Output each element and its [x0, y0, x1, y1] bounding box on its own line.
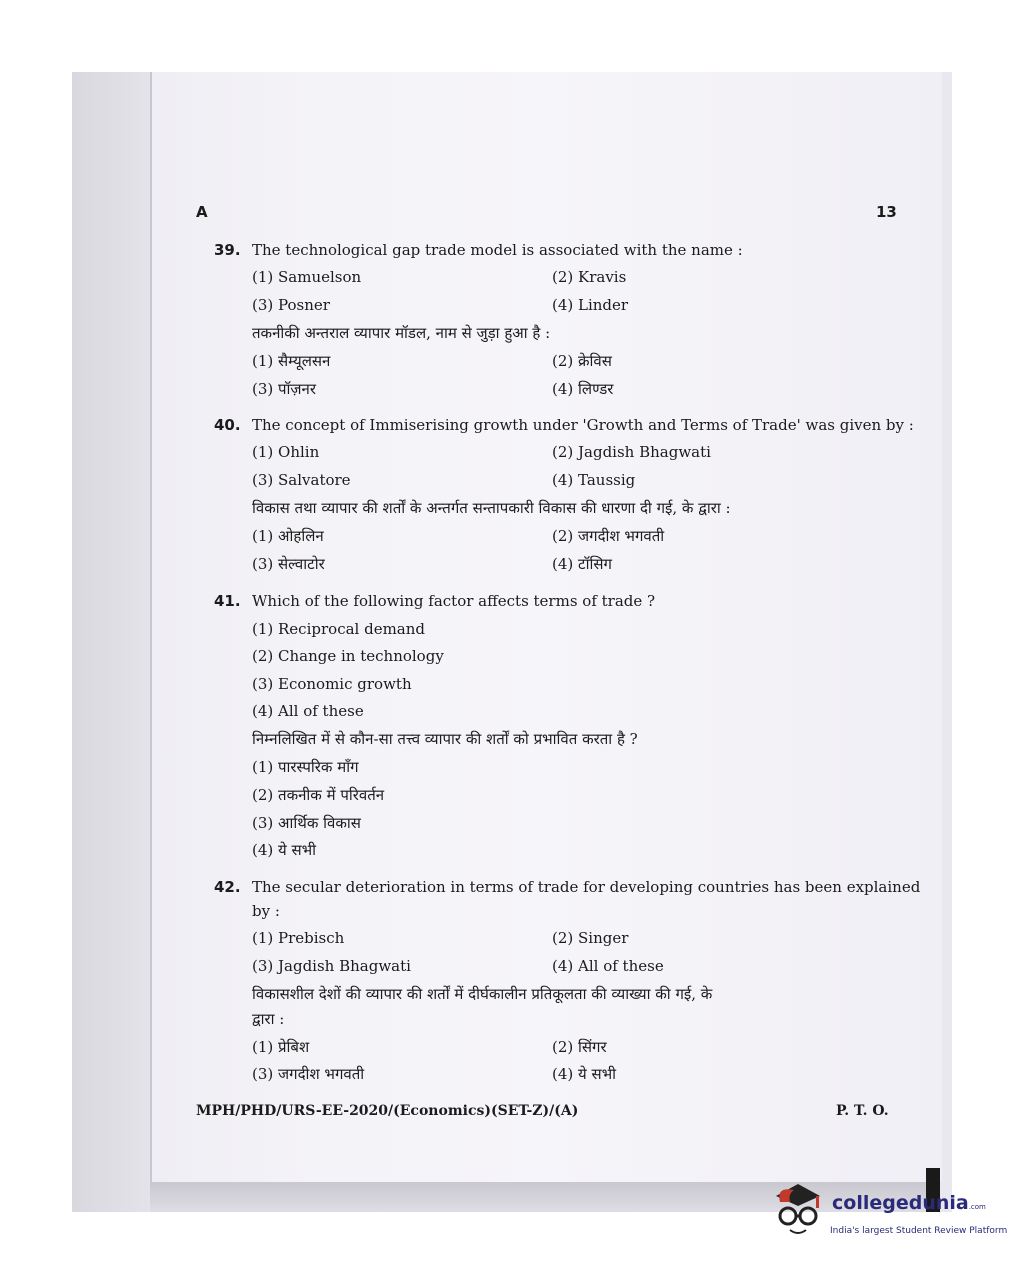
mascot-icon	[768, 1180, 828, 1242]
question-text-en: The concept of Immiserising growth under 'Growth and Terms of Trade' was given by :	[252, 416, 914, 434]
option-1-en: (1) Samuelson	[252, 268, 362, 286]
question-text-hi: विकास तथा व्यापार की शर्तों के अन्तर्गत सन्तापकारी विकास की धारणा दी गई, के द्वारा :	[252, 499, 731, 517]
option-4-en: (4) Taussig	[552, 471, 636, 489]
option-1-en: (1) Reciprocal demand	[252, 620, 426, 638]
option-4-en: (4) All of these	[252, 702, 364, 720]
question-number: 41.	[214, 592, 241, 610]
option-2-en: (2) Jagdish Bhagwati	[552, 443, 711, 461]
option-3-hi: (3) पॉज़नर	[252, 380, 317, 398]
option-3-en: (3) Economic growth	[252, 675, 412, 693]
question-text-hi-line2: द्वारा :	[252, 1010, 285, 1028]
option-4-hi: (4) ये सभी	[252, 841, 317, 859]
question-text-en-line1: The secular deterioration in terms of trade for developing countries has been explained	[252, 878, 921, 896]
watermark-brand-name: collegedunia	[832, 1192, 969, 1214]
option-1-hi: (1) सैम्यूलसन	[252, 352, 331, 370]
option-3-en: (3) Salvatore	[252, 471, 351, 489]
question-text-hi: तकनीकी अन्तराल व्यापार मॉडल, नाम से जुड़ा हुआ है :	[252, 324, 551, 342]
option-4-hi: (4) लिण्डर	[552, 380, 614, 398]
exam-code: MPH/PHD/URS-EE-2020/(Economics)(SET-Z)/(A)	[196, 1103, 579, 1119]
option-2-en: (2) Kravis	[552, 268, 627, 286]
watermark-tagline: India's largest Student Review Platform	[830, 1226, 1008, 1236]
option-4-hi: (4) टॉसिग	[552, 555, 612, 573]
option-1-en: (1) Ohlin	[252, 443, 320, 461]
pto-label: P. T. O.	[836, 1103, 889, 1119]
option-2-en: (2) Singer	[552, 929, 629, 947]
question-text-en-line2: by :	[252, 902, 280, 920]
option-3-hi: (3) आर्थिक विकास	[252, 814, 361, 832]
option-2-hi: (2) क्रेविस	[552, 352, 612, 370]
option-3-en: (3) Posner	[252, 296, 330, 314]
option-1-hi: (1) प्रेबिश	[252, 1038, 310, 1056]
page-number: 13	[876, 203, 897, 221]
question-text-hi: निम्नलिखित में से कौन-सा तत्त्व व्यापार की शर्तों को प्रभावित करता है ?	[252, 730, 638, 748]
option-2-hi: (2) सिंगर	[552, 1038, 607, 1056]
watermark-brand	[832, 1192, 986, 1214]
option-4-en: (4) Linder	[552, 296, 629, 314]
watermark-suffix: .com	[968, 1203, 986, 1211]
option-4-en: (4) All of these	[552, 957, 664, 975]
question-text-hi-line1: विकासशील देशों की व्यापार की शर्तों में दीर्घकालीन प्रतिकूलता की व्याख्या की गई, के	[252, 985, 713, 1003]
question-text-en: Which of the following factor affects terms of trade ?	[252, 592, 656, 610]
option-1-en: (1) Prebisch	[252, 929, 345, 947]
question-text-en: The technological gap trade model is associated with the name :	[252, 241, 743, 259]
set-label: A	[196, 203, 208, 221]
option-2-hi: (2) जगदीश भगवती	[552, 527, 665, 545]
question-number: 40.	[214, 416, 241, 434]
option-3-en: (3) Jagdish Bhagwati	[252, 957, 411, 975]
option-3-hi: (3) सेल्वाटोर	[252, 555, 325, 573]
option-1-hi: (1) ओहलिन	[252, 527, 324, 545]
option-1-hi: (1) पारस्परिक माँग	[252, 758, 359, 776]
option-2-en: (2) Change in technology	[252, 647, 444, 665]
question-number: 39.	[214, 241, 241, 259]
question-number: 42.	[214, 878, 241, 896]
collegedunia-logo	[768, 1180, 998, 1250]
option-2-hi: (2) तकनीक में परिवर्तन	[252, 786, 385, 804]
option-4-hi: (4) ये सभी	[552, 1065, 617, 1083]
option-3-hi: (3) जगदीश भगवती	[252, 1065, 365, 1083]
